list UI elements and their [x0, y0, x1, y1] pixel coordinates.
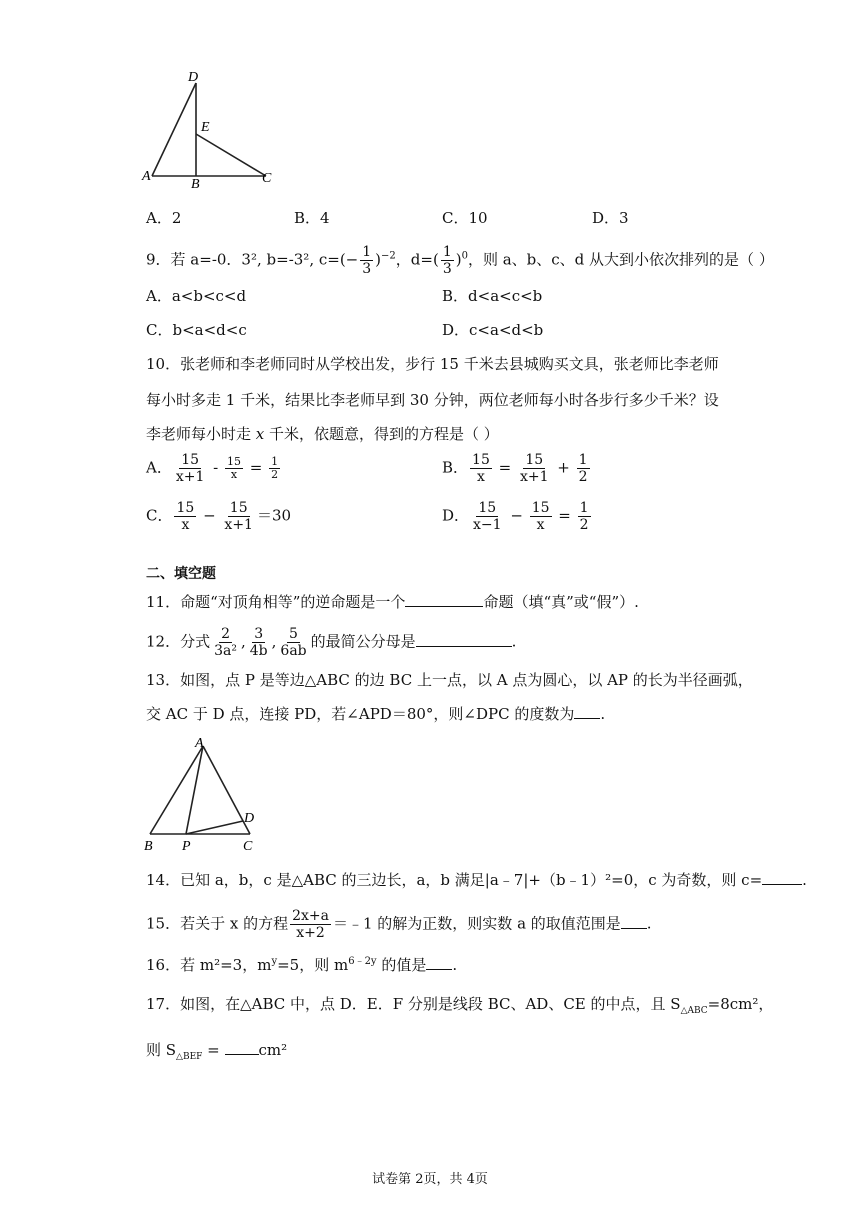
q8-option-a: A．2 — [146, 209, 182, 227]
answer-blank-12[interactable] — [416, 632, 512, 647]
answer-blank-14[interactable] — [762, 870, 802, 885]
triangle-figure-1 — [140, 68, 280, 192]
label-B: B — [144, 839, 153, 854]
question-15: 15．若关于 x 的方程 $\frac{2x+a}{x+2}$ ＝﹣1 的解为正数，则实数 a 的取值范围是 . — [146, 908, 652, 941]
label-D: D — [188, 70, 199, 85]
q9-option-a: A．a<b<c<d — [146, 287, 247, 305]
q10-option-b: B． $\frac{15}{x}$ = $\frac{15}{x+1}$ + $\frac{1}{2}$ — [442, 452, 588, 485]
q10-option-a: A． $\frac{15}{x+1}$ - $\frac{15}{x}$ = $\frac{1}{2}$ — [146, 452, 279, 485]
answer-blank-11[interactable] — [405, 592, 483, 607]
label-C: C — [262, 171, 272, 186]
question-9: 9．若 a=-0．3², b=-3², c=(− $\frac{1}{3}$ )$^{-2}$，d=( $\frac{1}{3}$ )$^0$，则 a、b、c、d 从大到小依次排列的是（ ） — [146, 244, 774, 277]
triangle-figure-2 — [140, 736, 270, 854]
q9-option-d: D．c<a<d<b — [442, 321, 544, 339]
question-13-line-2: 交 AC 于 D 点，连接 PD，若∠APD＝80°，则∠DPC 的度数为 . — [146, 705, 606, 723]
q8-option-c: C．10 — [442, 209, 488, 227]
question-13-line-1: 13．如图，点 P 是等边△ABC 的边 BC 上一点，以 A 点为圆心，以 AP 的长为半径画弧， — [146, 671, 753, 689]
label-A: A — [195, 736, 204, 751]
question-16: 16．若 m²=3，$m^y=5$，则 $m^{6﹣2y}$ 的值是 . — [146, 956, 458, 974]
label-D: D — [244, 811, 255, 826]
question-17-line-2: 则 $S_{\triangle BEF} = cm^2$ — [146, 1041, 288, 1062]
label-E: E — [201, 120, 210, 135]
q9-option-b: B．d<a<c<b — [442, 287, 543, 305]
answer-blank-17[interactable] — [225, 1040, 259, 1055]
question-12: 12．分式 $\frac{2}{\text{3a²}}$ , $\frac{3}{4b}$ , $\frac{5}{6ab}$ 的最简公分母是 . — [146, 626, 517, 659]
label-A: A — [142, 169, 151, 184]
answer-blank-16[interactable] — [426, 955, 452, 970]
question-17-line-1: 17．如图，在△ABC 中，点 D．E．F 分别是线段 BC、AD、CE 的中点，且 $S_{\triangle ABC}=8cm^2$， — [146, 995, 774, 1016]
q10-option-c: C． $\frac{15}{x}$ − $\frac{15}{x+1}$ ＝30 — [146, 500, 292, 533]
question-14: 14．已知 a，b，c 是△ABC 的三边长，a，b 满足|a﹣7|+（b﹣1）²=0，c 为奇数，则 c= . — [146, 871, 807, 889]
q8-option-b: B．4 — [294, 209, 330, 227]
question-10-line-1: 10．张老师和李老师同时从学校出发，步行 15 千米去县城购买文具，张老师比李老师 — [146, 355, 719, 373]
q8-option-d: D．3 — [592, 209, 629, 227]
label-C: C — [243, 839, 253, 854]
question-10-line-2: 每小时多走 1 千米，结果比李老师早到 30 分钟，两位老师每小时各步行多少千米？设 — [146, 391, 719, 409]
label-P: P — [182, 839, 191, 854]
answer-blank-13[interactable] — [574, 704, 600, 719]
label-B: B — [191, 177, 200, 192]
question-11: 11．命题“对顶角相等”的逆命题是一个 命题（填“真”或“假”）. — [146, 593, 639, 611]
q9-option-c: C．b<a<d<c — [146, 321, 247, 339]
section-heading-fill-in: 二、填空题 — [146, 566, 216, 582]
question-10-line-3: 李老师每小时走 x 千米，依题意，得到的方程是（ ） — [146, 425, 499, 443]
answer-blank-15[interactable] — [621, 914, 647, 929]
page-footer: 试卷第 2页，共 4页 — [372, 1172, 488, 1187]
q10-option-d: D． $\frac{15}{x-1}$ − $\frac{15}{x}$ = $\frac{1}{2}$ — [442, 500, 589, 533]
